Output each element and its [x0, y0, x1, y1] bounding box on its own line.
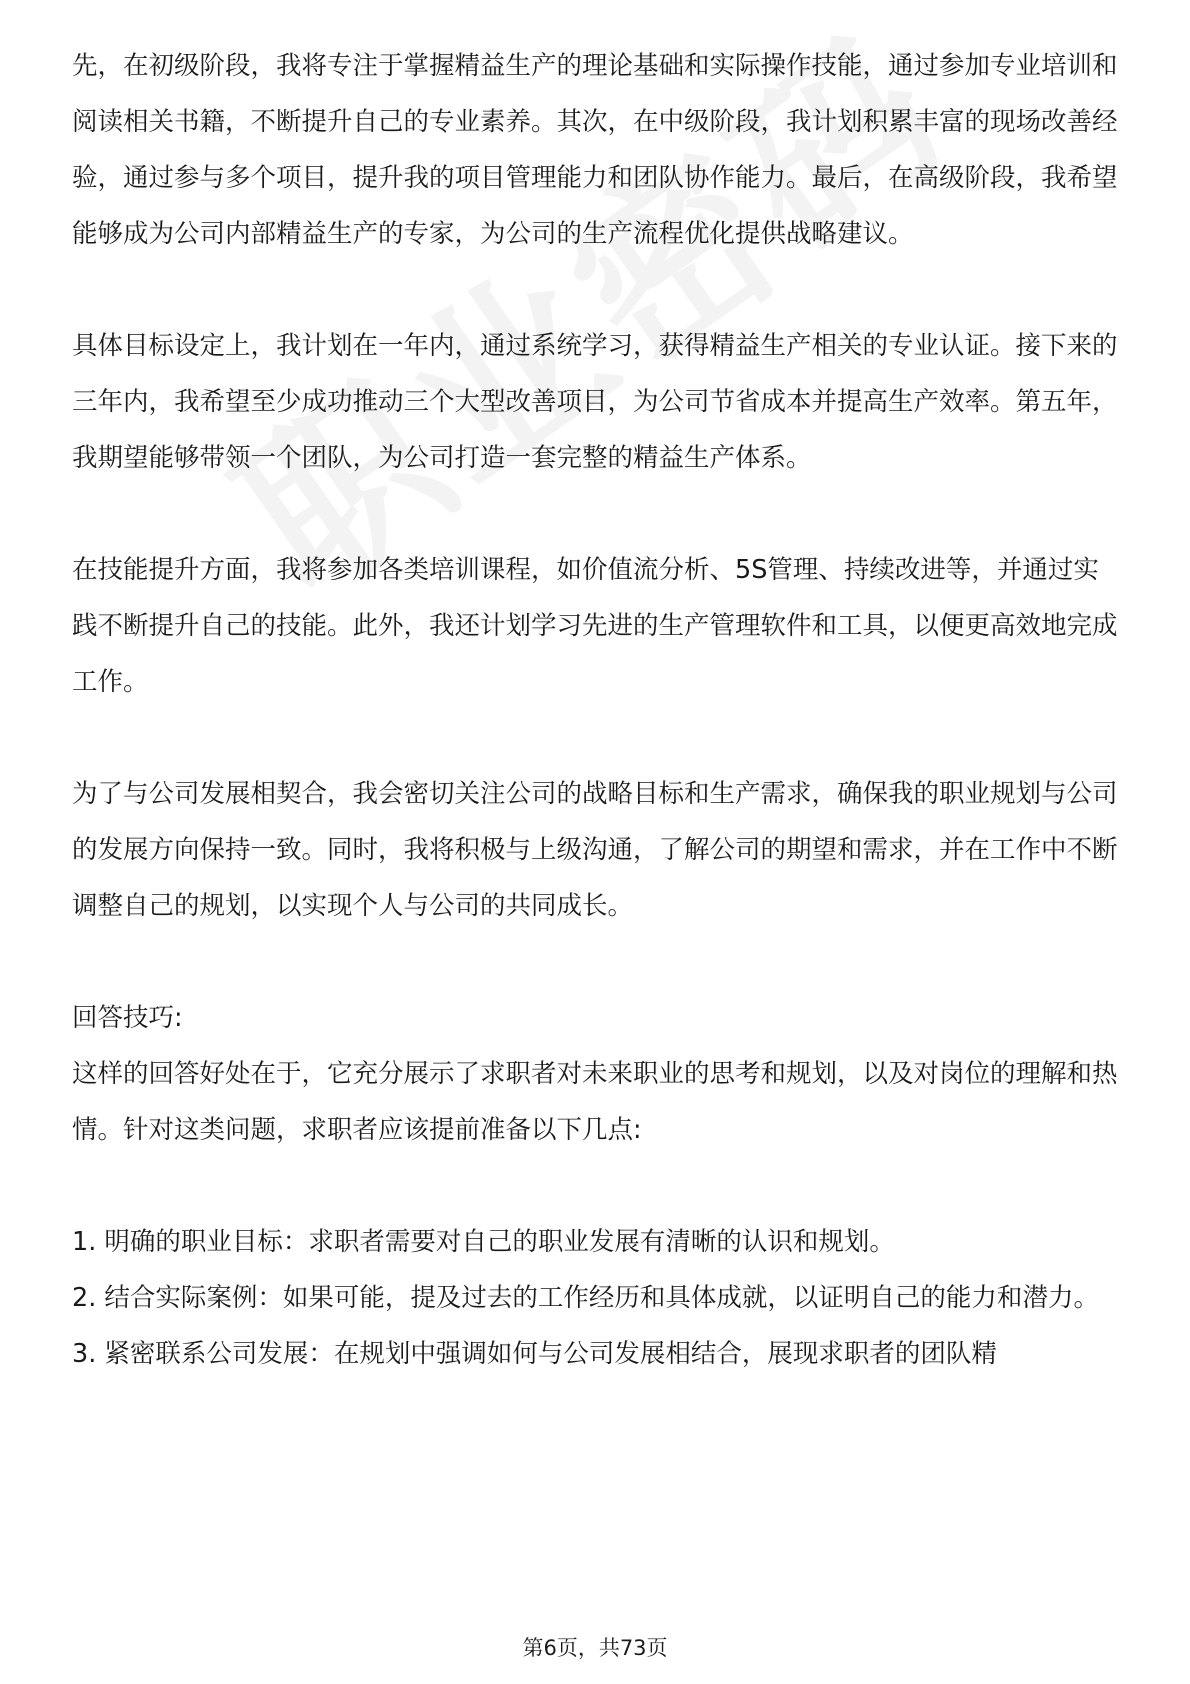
page-number: 第6页，共73页 [522, 1636, 668, 1660]
document-body [72, 38, 1122, 1382]
paragraph-3: 在技能提升方面，我将参加各类培训课程，如价值流分析、5S管理、持续改进等，并通过实践不断提升自己的技能。此外，我还计划学习先进的生产管理软件和工具，以便更高效地完成工作。 [72, 555, 1118, 697]
paragraph-1: 先，在初级阶段，我将专注于掌握精益生产的理论基础和实际操作技能，通过参加专业培训和阅读相关书籍，不断提升自己的专业素养。其次，在中级阶段，我计划积累丰富的现场改善经验，通过参与多个项目，提升我的项目管理能力和团队协作能力。最后，在高级阶段，我希望能够成为公司内部精益生产的专家，为公司的生产流程优化提供战略建议。 [72, 51, 1118, 249]
tips-heading: 回答技巧: [72, 1003, 183, 1033]
paragraph-4: 为了与公司发展相契合，我会密切关注公司的战略目标和生产需求，确保我的职业规划与公司的发展方向保持一致。同时，我将积极与上级沟通，了解公司的期望和需求，并在工作中不断调整自己的规划，以实现个人与公司的共同成长。 [72, 779, 1118, 921]
paragraph-2: 具体目标设定上，我计划在一年内，通过系统学习，获得精益生产相关的专业认证。接下来的三年内，我希望至少成功推动三个大型改善项目，为公司节省成本并提高生产效率。第五年，我期望能够带领一个团队，为公司打造一套完整的精益生产体系。 [72, 331, 1118, 473]
tips-intro: 这样的回答好处在于，它充分展示了求职者对未来职业的思考和规划，以及对岗位的理解和热情。针对这类问题，求职者应该提前准备以下几点: [72, 1059, 1118, 1145]
tips-item-2: 2. 结合实际案例：如果可能，提及过去的工作经历和具体成就，以证明自己的能力和潜力。 [72, 1283, 1099, 1313]
page-footer [0, 1632, 1190, 1662]
tips-item-3: 3. 紧密联系公司发展：在规划中强调如何与公司发展相结合，展现求职者的团队精 [72, 1339, 997, 1369]
tips-item-1: 1. 明确的职业目标：求职者需要对自己的职业发展有清晰的认识和规划。 [72, 1227, 895, 1257]
